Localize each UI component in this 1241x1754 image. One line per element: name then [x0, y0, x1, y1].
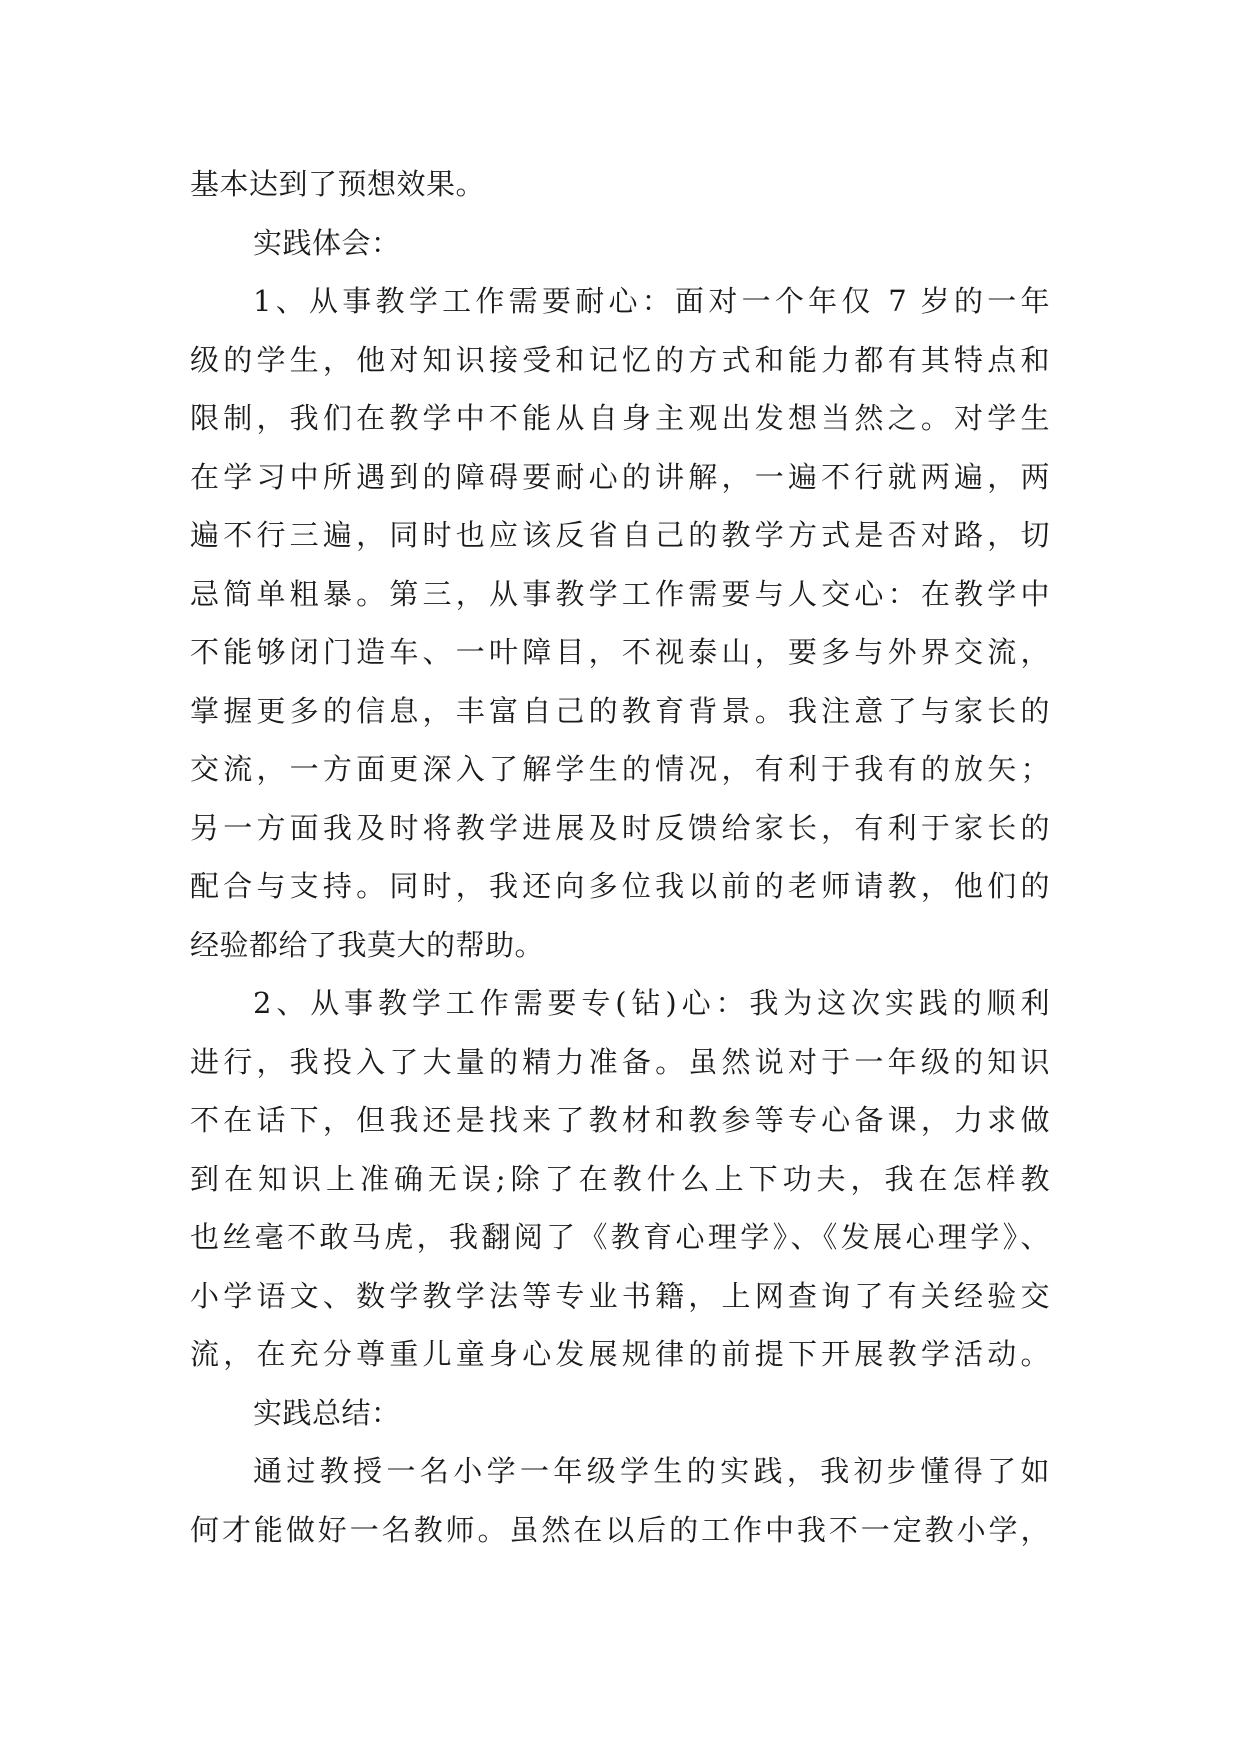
text-line: 进行，我投入了大量的精力准备。虽然说对于一年级的知识 [190, 1044, 1050, 1079]
text-line: 另一方面我及时将教学进展及时反馈给家长，有利于家长的 [190, 810, 1050, 845]
text-line: 限制，我们在教学中不能从自身主观出发想当然之。对学生 [190, 401, 1050, 435]
text-line: 遍不行三遍，同时也应该反省自己的教学方式是否对路，切 [190, 518, 1050, 552]
text-line: 流，在充分尊重儿童身心发展规律的前提下开展教学活动。 [190, 1337, 1050, 1371]
text-line: 不能够闭门造车、一叶障目，不视泰山，要多与外界交流， [190, 635, 1050, 669]
text-line: 配合与支持。同时，我还向多位我以前的老师请教，他们的 [190, 869, 1050, 903]
text-line: 也丝毫不敢马虎，我翻阅了《教育心理学》、《发展心理学》、 [190, 1220, 1050, 1254]
text-line: 掌握更多的信息，丰富自己的教育背景。我注意了与家长的 [190, 693, 1050, 728]
document-body [190, 155, 1050, 1559]
text-line: 基本达到了预想效果。 [190, 167, 486, 201]
text-line: 交流，一方面更深入了解学生的情况，有利于我有的放矢； [190, 752, 1050, 786]
section-heading: 实践总结： [253, 1395, 401, 1430]
text-line: 小学语文、数学教学法等专业书籍，上网查询了有关经验交 [190, 1278, 1050, 1313]
text-line: 2、从事教学工作需要专(钻)心：我为这次实践的顺利 [253, 986, 1050, 1020]
text-line: 不在话下，但我还是找来了教材和教参等专心备课，力求做 [190, 1103, 1050, 1137]
text-line: 忌简单粗暴。第三，从事教学工作需要与人交心：在教学中 [190, 576, 1050, 611]
text-line: 何才能做好一名教师。虽然在以后的工作中我不一定教小学， [190, 1512, 1050, 1547]
section-heading: 实践体会： [253, 225, 401, 260]
text-line: 经验都给了我莫大的帮助。 [190, 927, 545, 962]
text-line: 在学习中所遇到的障碍要耐心的讲解，一遍不行就两遍，两 [190, 459, 1050, 494]
text-line: 通过教授一名小学一年级学生的实践，我初步懂得了如 [253, 1454, 1050, 1488]
text-line: 级的学生，他对知识接受和记忆的方式和能力都有其特点和 [190, 342, 1050, 377]
text-line: 1、从事教学工作需要耐心：面对一个年仅 7 岁的一年 [253, 284, 1050, 318]
text-line: 到在知识上准确无误;除了在教什么上下功夫，我在怎样教 [190, 1161, 1050, 1196]
